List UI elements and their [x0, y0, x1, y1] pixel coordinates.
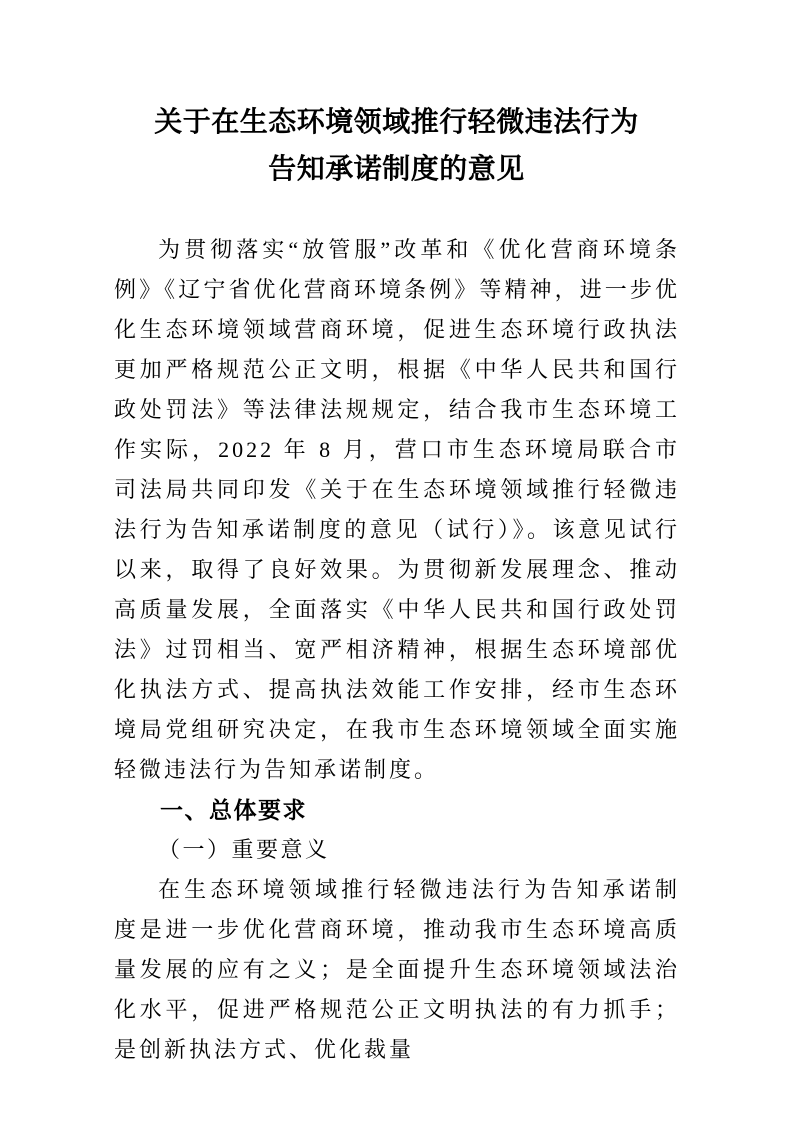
document-title	[0, 99, 793, 193]
document-body	[114, 230, 680, 1070]
section-1-1-heading: （一）重要意义	[158, 837, 330, 862]
document-title-line-1: 关于在生态环境领域推行轻微违法行为	[154, 107, 639, 138]
section-1-1-paragraph: 在生态环境领域推行轻微违法行为告知承诺制度是进一步优化营商环境，推动我市生态环境高质量发展的应有之义；是全面提升生态环境领域法治化水平，促进严格规范公正文明执法的有力抓手；是创新执法方式、优化裁量	[114, 877, 680, 1062]
document-title-line-2: 告知承诺制度的意见	[268, 154, 525, 185]
section-1-heading: 一、总体要求	[160, 797, 307, 823]
intro-paragraph: 为贯彻落实“放管服”改革和《优化营商环境条例》《辽宁省优化营商环境条例》等精神，进一步优化生态环境领域营商环境，促进生态环境行政执法更加严格规范公正文明，根据《中华人民共和国行政处罚法》等法律法规规定，结合我市生态环境工作实际，2022 年 8 月，营口市生态环境局联合市司法局共同印发《关于在生态环境领域推行轻微违法行为告知承诺制度的意见（试行）》。该意见试行以来，取得了良好效果。为贯彻新发展理念、推动高质量发展，全面落实《中华人民共和国行政处罚法》过罚相当、宽严相济精神，根据生态环境部优化执法方式、提高执法效能工作安排，经市生态环境局党组研究决定，在我市生态环境领域全面实施轻微违法行为告知承诺制度。	[114, 237, 680, 782]
